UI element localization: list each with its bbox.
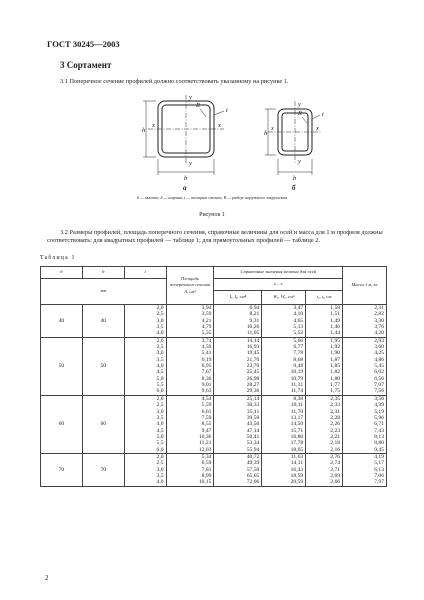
header-area: Площадь поперечного сечения A, см² (166, 267, 214, 305)
cell-h: 50 (41, 337, 83, 395)
label-x-a-right: x (218, 122, 221, 129)
cell-t-list: 2,0 2,5 3,0 3,5 4,0 4,5 5,0 5,5 6,0 (124, 395, 166, 453)
cell-radius-list: 1,95 1,92 1,90 1,87 1,85 1,82 1,80 1,77 1,75 (306, 337, 343, 395)
cell-mass-list: 3,56 4,39 5,19 5,96 6,71 7,43 8,13 8,80 9,45 (343, 395, 387, 453)
cell-t-list: 2,0 2,5 3,0 3,5 4,0 (124, 453, 166, 486)
paragraph-3-2: 3.2 Размеры профилей, площадь поперечного сечения, справочные величины для осей и масса для 1 м профиля должны соответствовать: для квадратных профилей — таблице 1; для прямоугольных профилей — таблице 2. (47, 229, 383, 245)
header-rx: iₓ, iᵧ, см (306, 291, 343, 305)
cell-i-list: 40,72 49,39 57,50 65,05 72,06 (214, 453, 262, 486)
header-ix: Iₓ, Iᵧ, см⁴ (214, 291, 262, 305)
cell-h: 40 (41, 305, 83, 338)
paragraph-3-1: 3.1 Поперечное сечение профилей должно соответствовать указанному на рисунке 1. (60, 78, 289, 85)
cell-area-list: 4,54 5,59 6,61 7,59 8,55 9,47 10,36 11,21 12,03 (166, 395, 214, 453)
cell-b: 50 (82, 337, 124, 395)
table-label: Таблица 1 (40, 255, 76, 261)
label-y-b-bottom: y (298, 158, 301, 165)
page-number: 2 (45, 574, 49, 582)
cell-mass-list: 4,19 5,17 6,13 7,06 7,97 (343, 453, 387, 486)
label-y-b-top: y (298, 101, 301, 108)
cell-i-list: 25,14 30,33 35,11 39,50 43,50 47,14 50,41 53,34 55,94 (214, 395, 262, 453)
header-reference: Справочные значения величин для осей (214, 267, 343, 279)
cell-area-list: 3,74 4,59 5,41 6,19 6,95 7,67 8,36 9,01 9,63 (166, 337, 214, 395)
label-r-b: R (298, 110, 302, 117)
cell-mass-list: 2,31 2,82 3,30 3,76 4,20 (343, 305, 387, 338)
cell-b: 60 (82, 395, 124, 453)
label-x-b-right: x (316, 125, 319, 132)
header-t: t (124, 267, 166, 279)
cell-w-list: 11,63 14,11 16,43 18,59 20,59 (262, 453, 306, 486)
cell-mass-list: 2,93 3,60 4,25 4,86 5,45 6,02 6,56 7,07 7,56 (343, 337, 387, 395)
section-title: 3 Сортамент (60, 60, 112, 70)
header-mass: Масса 1 м, кг (343, 267, 387, 305)
leader-t-line (214, 111, 224, 115)
table-1 (40, 266, 387, 487)
cell-area-list: 5,34 6,59 7,81 8,99 10,15 (166, 453, 214, 486)
cell-b: 40 (82, 305, 124, 338)
cell-w-list: 3,47 4,10 4,65 5,13 5,52 (262, 305, 306, 338)
label-b-b: b (293, 175, 297, 182)
cell-w-list: 8,38 10,11 11,70 13,17 14,50 15,71 16,80 17,78 18,65 (262, 395, 306, 453)
cell-h: 60 (41, 395, 83, 453)
cell-i-list: 6,94 8,21 9,31 10,26 11,05 (214, 305, 262, 338)
figure-1-drawing (140, 95, 340, 187)
cell-t-list: 2,0 2,5 3,0 3,5 4,0 (124, 305, 166, 338)
table-row (41, 305, 387, 338)
figure-sublabel-a: а (183, 184, 187, 192)
document-header: ГОСТ 30245—2003 (47, 39, 120, 49)
label-h-a: h (142, 127, 146, 134)
label-r-a: R (196, 102, 200, 109)
cell-h: 70 (41, 453, 83, 486)
header-b: b (82, 267, 124, 279)
header-axes: x – x (214, 279, 343, 291)
cell-t-list: 2,0 2,5 3,0 3,5 4,0 4,5 5,0 5,5 6,0 (124, 337, 166, 395)
label-t-b: t (322, 111, 324, 118)
cell-radius-list: 1,58 1,51 1,49 1,46 1,44 (306, 305, 343, 338)
header-wx: Wₓ, Wᵧ, см³ (262, 291, 306, 305)
figure-caption: h — высота, b — ширина, t — толщина стенки; R — радиус наружного закругления (136, 195, 288, 200)
label-y-a-bottom: y (189, 160, 192, 167)
label-x-b-left: x (271, 125, 274, 132)
label-y-a-top: y (189, 95, 192, 101)
label-x-a-left: x (152, 122, 155, 129)
cell-w-list: 5,66 6,77 7,78 8,68 9,48 10,19 10,79 11,31 11,74 (262, 337, 306, 395)
label-b-a: b (184, 175, 188, 182)
table-row (41, 453, 387, 486)
table-row (41, 395, 387, 453)
figure-sublabel-b: б (292, 184, 296, 192)
cell-b: 70 (82, 453, 124, 486)
leader-r-line-b (302, 117, 307, 123)
leader-r-line (200, 109, 206, 117)
header-unit-mm: мм (41, 279, 167, 305)
figure-title: Рисунок 1 (199, 212, 225, 218)
label-t-a: t (226, 107, 228, 114)
label-h-b: h (264, 130, 268, 137)
leader-t-line-b (312, 115, 320, 119)
cell-area-list: 3,94 3,59 4,21 4,79 5,35 (166, 305, 214, 338)
cell-radius-list: 2,35 2,33 2,31 2,28 2,26 2,23 2,21 2,18 2,16 (306, 395, 343, 453)
cell-radius-list: 2,76 2,74 2,71 2,69 2,66 (306, 453, 343, 486)
table-row (41, 337, 387, 395)
header-h: h (41, 267, 83, 279)
cell-i-list: 14,14 16,93 19,45 21,70 23,70 25,45 26,98 28,27 29,36 (214, 337, 262, 395)
